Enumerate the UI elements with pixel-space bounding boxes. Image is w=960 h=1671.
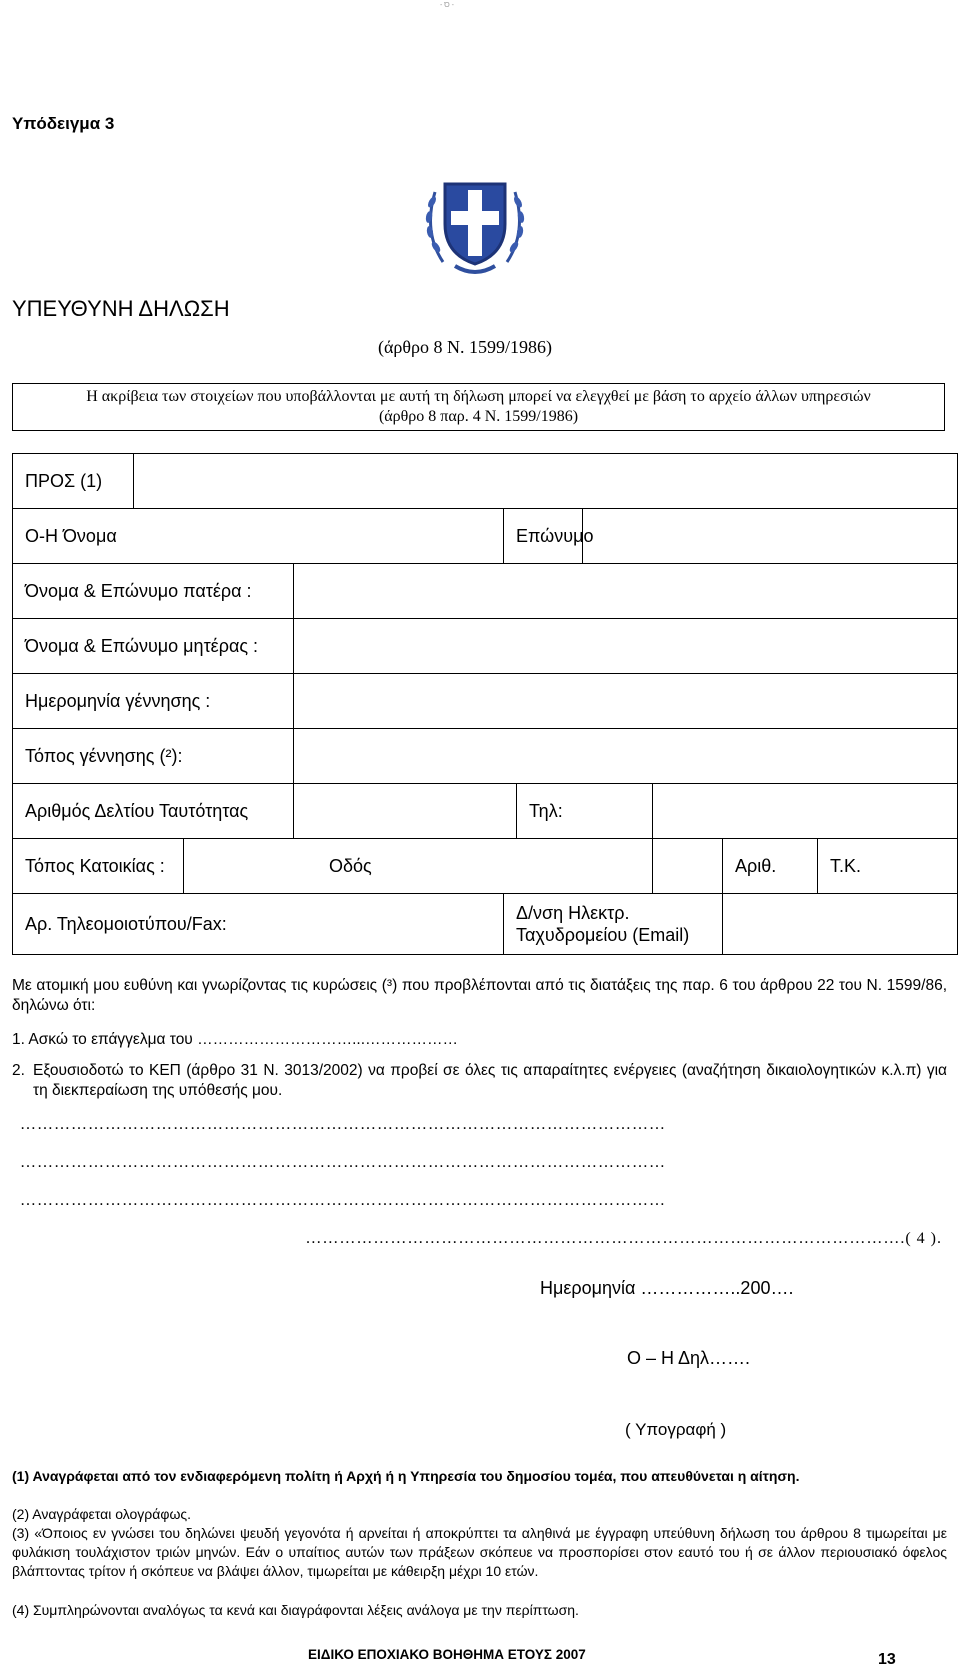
name-label: Ο-Η Όνομα (13, 509, 504, 564)
fax-label: Αρ. Τηλεομοιοτύπου/Fax: (13, 894, 504, 955)
declaration-form (12, 453, 958, 955)
date-line: Ημερομηνία ……………..200…. (540, 1278, 794, 1298)
father-label: Όνομα & Επώνυμο πατέρα : (13, 564, 294, 619)
id-number-field[interactable] (294, 784, 517, 839)
surname-label: Επώνυμο (504, 509, 583, 564)
to-field[interactable] (134, 454, 958, 509)
mother-label: Όνομα & Επώνυμο μητέρας : (13, 619, 294, 674)
footnote-1: (1) Αναγράφεται από τον ενδιαφερόμενη πολίτη ή Αρχή ή η Υπηρεσία του δημοσίου τομέα, που απευθύνεται η αίτηση. (12, 1468, 800, 1484)
notice-line-2: (άρθρο 8 παρ. 4 Ν. 1599/1986) (378, 408, 579, 425)
declaration-item-1: 1. Ασκώ το επάγγελμα του …………………………...……………… (12, 1031, 459, 1048)
birth-date-label: Ημερομηνία γέννησης : (13, 674, 294, 729)
residence-label: Τόπος Κατοικίας : (13, 839, 184, 894)
declaration-item-2 (12, 1061, 947, 1101)
declarant-label: Ο – Η Δηλ……. (627, 1348, 751, 1368)
signature-label: ( Υπογραφή ) (625, 1420, 727, 1439)
id-number-label: Αριθμός Δελτίου Ταυτότητας (13, 784, 294, 839)
birth-place-field[interactable] (294, 729, 958, 784)
mother-field[interactable] (294, 619, 958, 674)
birth-place-label: Τόπος γέννησης (²): (13, 729, 294, 784)
email-label-part-1: Δ/νση Ηλεκτρ. (516, 903, 630, 923)
street-label: Οδός (184, 839, 653, 894)
phone-label: Τηλ: (517, 784, 653, 839)
footnote-2: (2) Αναγράφεται ολογράφως. (12, 1506, 192, 1522)
birth-date-field[interactable] (294, 674, 958, 729)
to-label: ΠΡΟΣ (1) (13, 454, 134, 509)
notice-line-1: Η ακρίβεια των στοιχείων που υποβάλλονται με αυτή τη δήλωση μπορεί να ελεγχθεί με βάση το αρχείο άλλων υπηρεσιών (86, 388, 871, 405)
page-number: 13 (878, 1651, 896, 1668)
dot-line[interactable]: …………………………………………………………………………………………………… (20, 1154, 666, 1171)
item-2-text: Εξουσιοδοτώ το ΚΕΠ (άρθρο 31 Ν. 3013/2002) να προβεί σε όλες τις απαραίτητες ενέργειες (αναζήτηση δικαιολογητικών κ.λ.π) για τη διεκπεραίωση της υπόθεσής μου. (33, 1062, 947, 1099)
email-label-part-2: Ταχυδρομείου (Email) (516, 925, 690, 945)
dot-line[interactable]: …………………………………………………………………………………………………… (20, 1116, 666, 1133)
email-label (504, 894, 723, 955)
item-2-number: 2. (12, 1062, 25, 1079)
greek-coat-of-arms-icon (415, 162, 535, 282)
dot-line[interactable]: …………………………………………………………………………………………………… (20, 1192, 666, 1209)
notice-box (12, 383, 945, 431)
postal-code-label: Τ.Κ. (818, 839, 958, 894)
header-mark: - Ό - (440, 2, 454, 9)
law-reference: (άρθρο 8 Ν. 1599/1986) (378, 337, 553, 357)
document-title: ΥΠΕΥΘΥΝΗ ΔΗΛΩΣΗ (12, 296, 230, 321)
declaration-text: Με ατομική μου ευθύνη και γνωρίζοντας τις κυρώσεις (³) που προβλέπονται από τις διατάξεις της παρ. 6 του άρθρου 22 του Ν. 1599/86, δηλώνω ότι: (12, 977, 947, 1014)
number-label: Αριθ. (723, 839, 818, 894)
street-field[interactable] (653, 839, 723, 894)
email-field[interactable] (723, 894, 958, 955)
phone-field[interactable] (653, 784, 958, 839)
sample-label: Υπόδειγμα 3 (12, 114, 115, 133)
father-field[interactable] (294, 564, 958, 619)
surname-field[interactable] (583, 509, 958, 564)
dot-line-end[interactable]: …………………………………………………………………………………………….( 4 ). (305, 1230, 942, 1247)
footnote-3: (3) «Όποιος εν γνώσει του δηλώνει ψευδή γεγονότα ή αρνείται ή αποκρύπτει τα αληθινά με έγγραφη υπεύθυνη δήλωση του άρθρου 8 τιμωρείται με φυλάκιση τουλάχιστον τριών μηνών. Εάν ο υπαίτιος αυτών των πράξεων σκόπευε να προσπορίσει στον εαυτό του ή σε άλλον περιουσιακό όφελος βλάπτοντας τρίτον ή σκόπευε να βλάψει άλλον, τιμωρείται με κάθειρξη μέχρι 10 ετών. (12, 1525, 947, 1579)
footnote-4: (4) Συμπληρώνονται αναλόγως τα κενά και διαγράφονται λέξεις ανάλογα με την περίπτωση. (12, 1602, 579, 1618)
page-footer: ΕΙΔΙΚΟ ΕΠΟΧΙΑΚΟ ΒΟΗΘΗΜΑ ΕΤΟΥΣ 2007 (308, 1647, 586, 1662)
